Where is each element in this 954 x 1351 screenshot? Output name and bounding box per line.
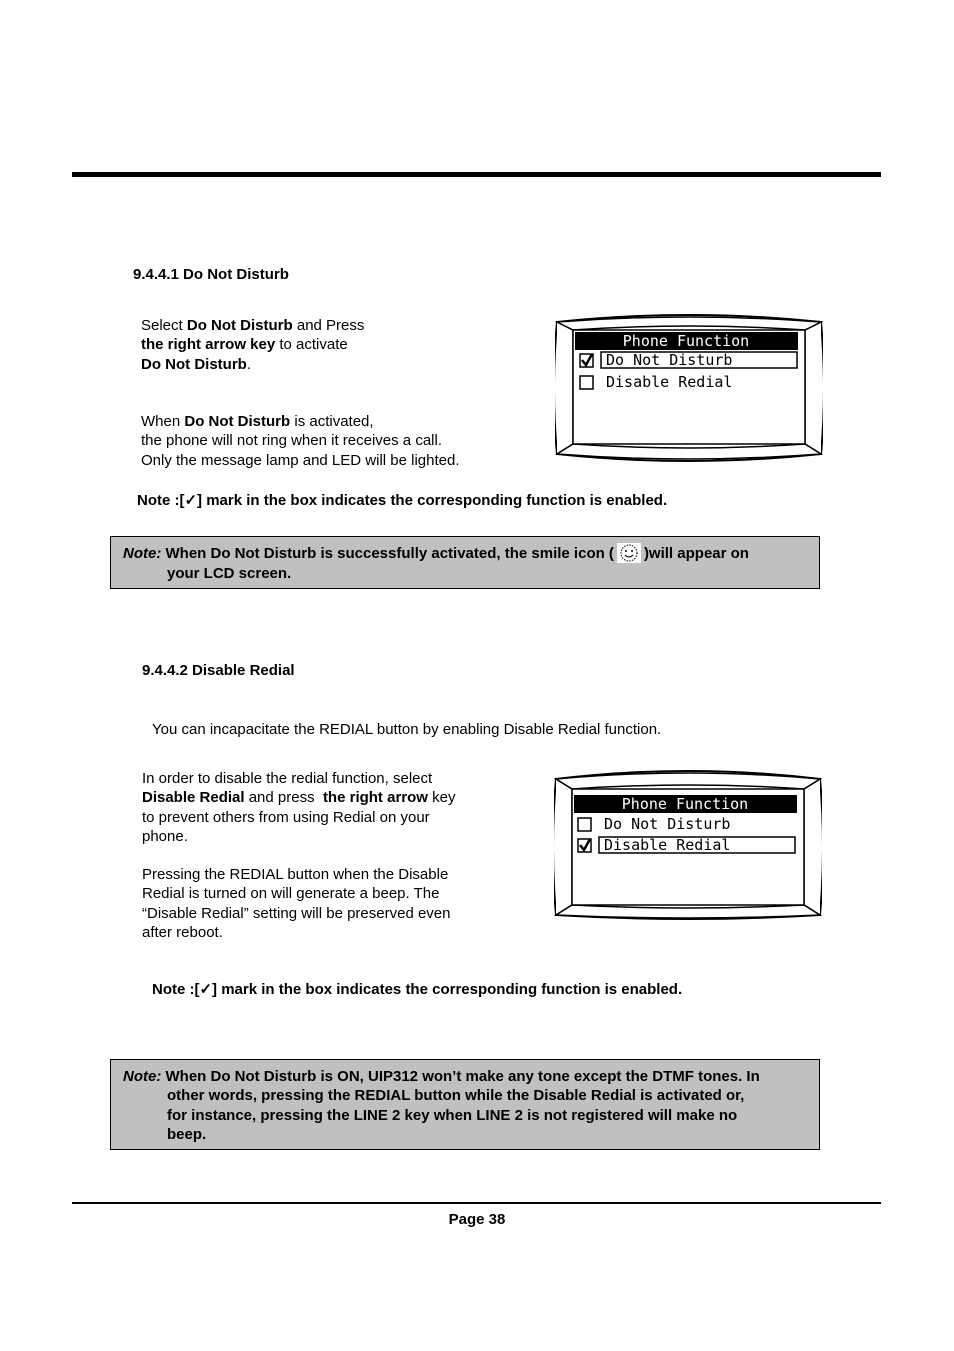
smile-icon [617, 543, 641, 563]
top-rule [72, 172, 881, 177]
disable-redial-intro: You can incapacitate the REDIAL button by enabling Disable Redial function. [152, 721, 662, 738]
page-number: Page 38 [448, 1211, 506, 1228]
bottom-rule [72, 1202, 881, 1204]
checkbox-disable-redial [580, 376, 593, 389]
lcd-screen-dnd [555, 314, 823, 464]
lcd-title: Phone Function [622, 332, 750, 350]
section-heading-disable-redial: 9.4.4.2 Disable Redial [142, 662, 295, 679]
note-box-tones: Note: When Do Not Disturb is ON, UIP312 won’t make any tone except the DTMF tones. In other words, pressing the REDIAL button while the Disable Redial is activated or, for instance, pressing the LINE 2 key when LINE 2 is not registered will make no beep. [110, 1059, 820, 1150]
lcd-screen-disable-redial [554, 769, 822, 921]
dnd-description: When Do Not Disturb is activated, the phone will not ring when it receives a call. Only the message lamp and LED will be lighted. [141, 413, 460, 469]
dnd-instructions: Select Do Not Disturb and Press the right arrow key to activate Do Not Disturb. [141, 317, 365, 373]
checkbox-do-not-disturb [578, 818, 591, 831]
note-checkmark-2: Note :[✓] mark in the box indicates the corresponding function is enabled. [152, 981, 683, 998]
lcd-item-disable-redial: Disable Redial [604, 836, 731, 854]
note-checkmark-1: Note :[✓] mark in the box indicates the corresponding function is enabled. [137, 492, 668, 509]
note-box-smile: Note: When Do Not Disturb is successfully activated, the smile icon ( )will appear on your LCD screen. [110, 536, 820, 589]
section-heading-do-not-disturb: 9.4.4.1 Do Not Disturb [133, 266, 289, 283]
disable-redial-instructions: In order to disable the redial function, select Disable Redial and press the right arrow key to prevent others from using Redial on your phone. [142, 770, 456, 845]
lcd-item-disable-redial: Disable Redial [606, 373, 733, 391]
lcd-item-do-not-disturb: Do Not Disturb [604, 815, 731, 833]
lcd-title: Phone Function [621, 795, 749, 813]
disable-redial-description: Pressing the REDIAL button when the Disable Redial is turned on will generate a beep. The “Disable Redial” setting will be preserved even after reboot. [142, 866, 451, 941]
lcd-item-do-not-disturb: Do Not Disturb [606, 351, 733, 369]
